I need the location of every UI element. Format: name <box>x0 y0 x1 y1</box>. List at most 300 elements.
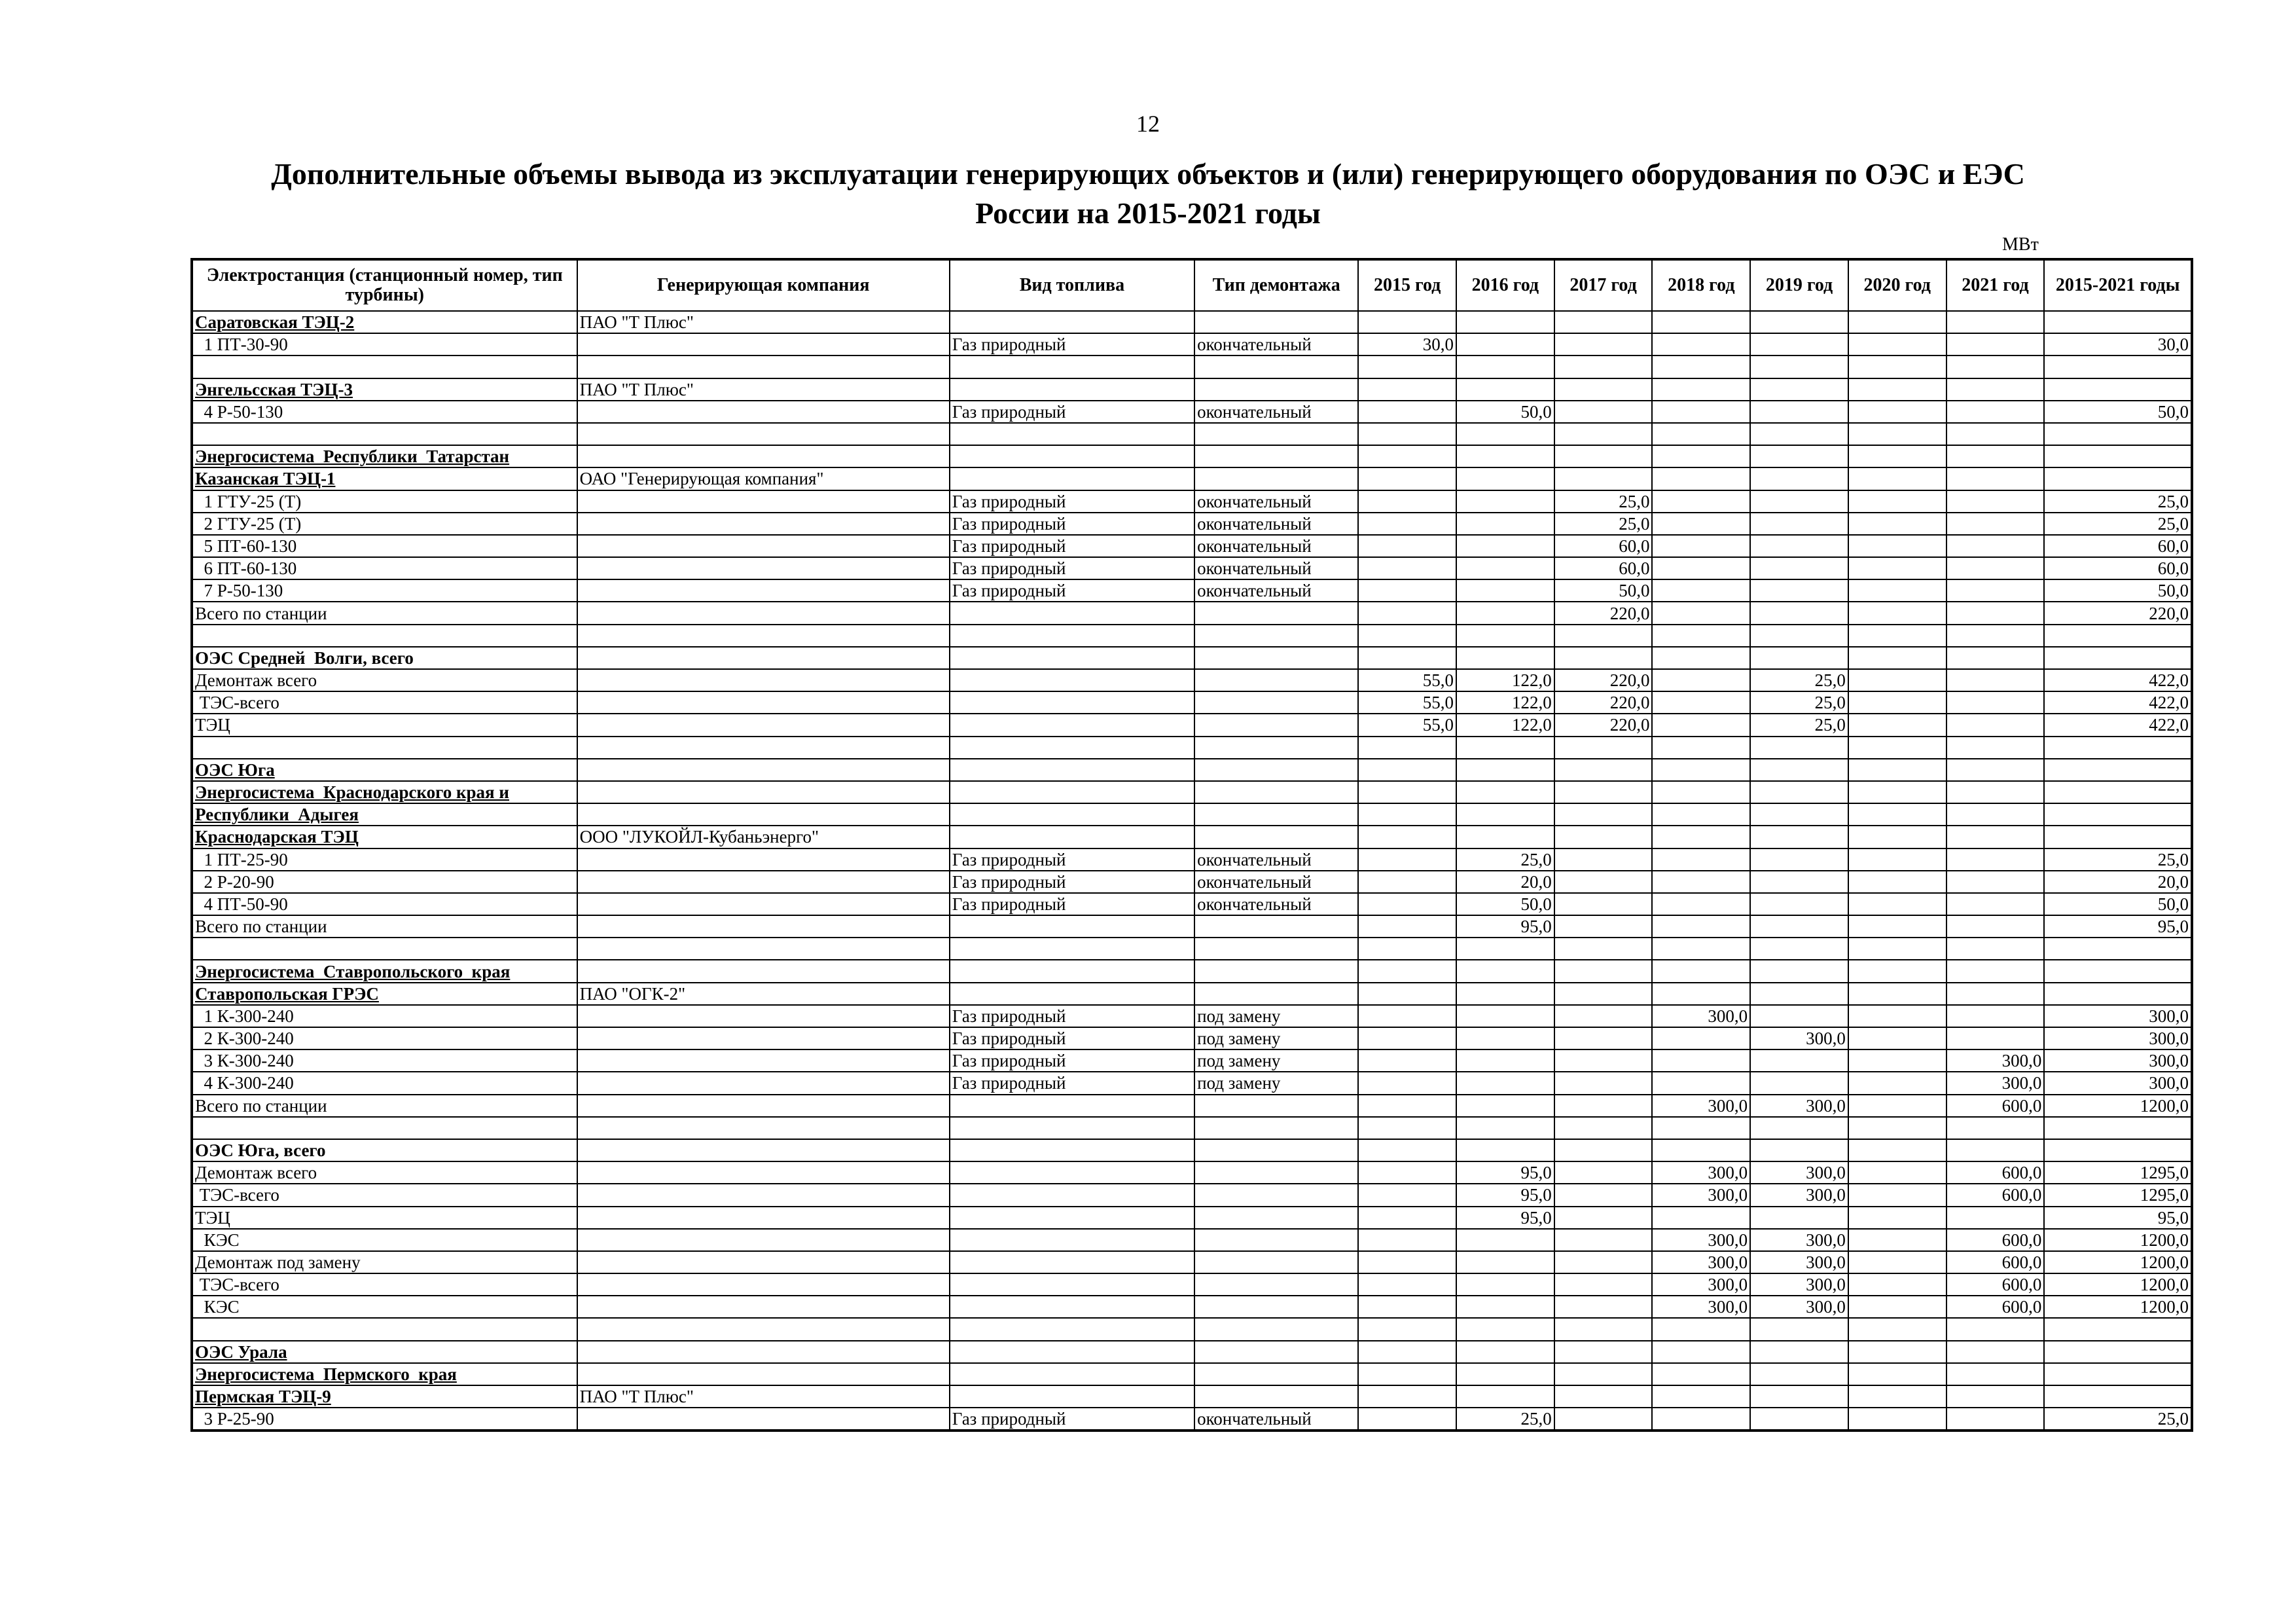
table-row <box>192 826 2192 848</box>
header-2018: 2018 год <box>1652 259 1750 311</box>
cell-y2016: 122,0 <box>1456 669 1554 691</box>
cell-y2020 <box>1848 311 1946 333</box>
cell-y2017 <box>1554 1027 1653 1049</box>
cell-y2016 <box>1456 938 1554 960</box>
cell-y2018 <box>1652 1027 1750 1049</box>
cell-y2017 <box>1554 893 1653 915</box>
cell-y2015 <box>1358 915 1456 938</box>
cell-y2015 <box>1358 401 1456 423</box>
cell-y2021 <box>1946 983 2045 1005</box>
table-row <box>192 490 2192 513</box>
cell-fuel <box>950 356 1194 378</box>
cell-dismantle-type: окончательный <box>1194 490 1358 513</box>
cell-y2019: 300,0 <box>1750 1161 1848 1184</box>
cell-y2021: 600,0 <box>1946 1184 2045 1206</box>
table-row <box>192 1049 2192 1072</box>
cell-station: Саратовская ТЭЦ-2 <box>192 311 577 333</box>
cell-station: 1 К-300-240 <box>192 1005 577 1027</box>
cell-total <box>2044 1341 2192 1363</box>
cell-company <box>577 356 950 378</box>
cell-company <box>577 1161 950 1184</box>
cell-y2019 <box>1750 1341 1848 1363</box>
cell-fuel: Газ природный <box>950 333 1194 356</box>
cell-y2015: 55,0 <box>1358 714 1456 736</box>
cell-y2019: 300,0 <box>1750 1296 1848 1318</box>
cell-y2015 <box>1358 1363 1456 1385</box>
cell-total <box>2044 356 2192 378</box>
cell-y2016 <box>1456 1027 1554 1049</box>
cell-station: ТЭС-всего <box>192 1184 577 1206</box>
cell-station: 4 ПТ-50-90 <box>192 893 577 915</box>
cell-y2017: 60,0 <box>1554 557 1653 579</box>
cell-y2019 <box>1750 1005 1848 1027</box>
header-2017: 2017 год <box>1554 259 1653 311</box>
table-row <box>192 625 2192 647</box>
table-row <box>192 378 2192 401</box>
cell-company <box>577 625 950 647</box>
table-row <box>192 311 2192 333</box>
cell-y2018 <box>1652 893 1750 915</box>
cell-y2017 <box>1554 445 1653 467</box>
cell-fuel <box>950 1184 1194 1206</box>
cell-company <box>577 893 950 915</box>
cell-y2016 <box>1456 356 1554 378</box>
cell-total: 50,0 <box>2044 893 2192 915</box>
cell-y2020 <box>1848 423 1946 445</box>
cell-y2020 <box>1848 691 1946 714</box>
cell-y2019 <box>1750 311 1848 333</box>
cell-fuel: Газ природный <box>950 1072 1194 1094</box>
cell-company <box>577 737 950 759</box>
table-row <box>192 1005 2192 1027</box>
cell-y2021: 600,0 <box>1946 1161 2045 1184</box>
cell-y2015 <box>1358 1005 1456 1027</box>
cell-y2020 <box>1848 848 1946 871</box>
cell-y2016 <box>1456 445 1554 467</box>
table-row <box>192 1363 2192 1385</box>
cell-station: ТЭЦ <box>192 714 577 736</box>
cell-y2017 <box>1554 1139 1653 1161</box>
cell-y2016 <box>1456 333 1554 356</box>
cell-station: 1 ПТ-30-90 <box>192 333 577 356</box>
cell-company <box>577 1095 950 1117</box>
cell-y2019 <box>1750 625 1848 647</box>
table-row <box>192 535 2192 557</box>
cell-y2019 <box>1750 401 1848 423</box>
cell-total: 95,0 <box>2044 915 2192 938</box>
cell-dismantle-type <box>1194 378 1358 401</box>
cell-total: 25,0 <box>2044 1408 2192 1431</box>
cell-y2019 <box>1750 893 1848 915</box>
cell-y2020 <box>1848 1363 1946 1385</box>
cell-station: Казанская ТЭЦ-1 <box>192 467 577 490</box>
cell-station <box>192 1318 577 1340</box>
cell-y2016 <box>1456 759 1554 781</box>
cell-total: 1200,0 <box>2044 1229 2192 1251</box>
cell-station: 6 ПТ-60-130 <box>192 557 577 579</box>
cell-y2021 <box>1946 378 2045 401</box>
cell-y2021 <box>1946 1341 2045 1363</box>
cell-company <box>577 1251 950 1273</box>
cell-y2020 <box>1848 1184 1946 1206</box>
cell-company <box>577 1207 950 1229</box>
cell-company <box>577 714 950 736</box>
cell-dismantle-type: окончательный <box>1194 871 1358 893</box>
cell-y2016 <box>1456 826 1554 848</box>
cell-y2020 <box>1848 1049 1946 1072</box>
cell-y2015 <box>1358 848 1456 871</box>
cell-station: 4 Р-50-130 <box>192 401 577 423</box>
cell-dismantle-type: окончательный <box>1194 333 1358 356</box>
cell-y2016: 95,0 <box>1456 1161 1554 1184</box>
cell-fuel <box>950 647 1194 669</box>
cell-fuel: Газ природный <box>950 513 1194 535</box>
cell-y2016 <box>1456 803 1554 826</box>
cell-company: ООО "ЛУКОЙЛ-Кубаньэнерго" <box>577 826 950 848</box>
cell-dismantle-type: окончательный <box>1194 1408 1358 1431</box>
cell-y2015 <box>1358 1207 1456 1229</box>
cell-y2019 <box>1750 1408 1848 1431</box>
cell-y2017: 25,0 <box>1554 490 1653 513</box>
cell-company <box>577 1229 950 1251</box>
cell-station: Энергосистема Краснодарского края и <box>192 781 577 803</box>
cell-fuel <box>950 826 1194 848</box>
cell-dismantle-type <box>1194 781 1358 803</box>
cell-total: 300,0 <box>2044 1049 2192 1072</box>
cell-y2019 <box>1750 1385 1848 1408</box>
cell-y2019 <box>1750 356 1848 378</box>
cell-station: 2 Р-20-90 <box>192 871 577 893</box>
cell-company <box>577 647 950 669</box>
cell-y2018 <box>1652 737 1750 759</box>
cell-y2015 <box>1358 826 1456 848</box>
cell-y2016: 20,0 <box>1456 871 1554 893</box>
cell-y2018: 300,0 <box>1652 1184 1750 1206</box>
cell-y2019 <box>1750 826 1848 848</box>
cell-y2021 <box>1946 602 2045 624</box>
cell-station: ТЭС-всего <box>192 691 577 714</box>
cell-y2017 <box>1554 467 1653 490</box>
cell-total <box>2044 938 2192 960</box>
cell-y2020 <box>1848 1117 1946 1139</box>
cell-company <box>577 938 950 960</box>
cell-y2018 <box>1652 579 1750 602</box>
cell-total <box>2044 737 2192 759</box>
cell-y2021 <box>1946 401 2045 423</box>
cell-total <box>2044 311 2192 333</box>
cell-y2018 <box>1652 356 1750 378</box>
header-company: Генерирующая компания <box>577 259 950 311</box>
cell-y2016 <box>1456 579 1554 602</box>
cell-y2016 <box>1456 1117 1554 1139</box>
cell-dismantle-type: окончательный <box>1194 401 1358 423</box>
cell-y2020 <box>1848 513 1946 535</box>
cell-total <box>2044 423 2192 445</box>
cell-y2021 <box>1946 1005 2045 1027</box>
cell-y2018 <box>1652 803 1750 826</box>
table-row <box>192 893 2192 915</box>
document-title <box>157 155 2139 233</box>
cell-y2015 <box>1358 579 1456 602</box>
cell-y2021 <box>1946 579 2045 602</box>
cell-company <box>577 803 950 826</box>
cell-y2018 <box>1652 915 1750 938</box>
cell-y2020 <box>1848 1251 1946 1273</box>
table-row <box>192 1229 2192 1251</box>
cell-y2020 <box>1848 647 1946 669</box>
cell-y2018: 300,0 <box>1652 1296 1750 1318</box>
cell-y2017 <box>1554 1117 1653 1139</box>
header-2015: 2015 год <box>1358 259 1456 311</box>
cell-fuel: Газ природный <box>950 1049 1194 1072</box>
table-row <box>192 1341 2192 1363</box>
cell-dismantle-type <box>1194 1385 1358 1408</box>
cell-y2021 <box>1946 445 2045 467</box>
cell-y2019 <box>1750 535 1848 557</box>
cell-y2017 <box>1554 1005 1653 1027</box>
decommissioning-table <box>190 258 2193 1432</box>
cell-y2019 <box>1750 781 1848 803</box>
cell-fuel <box>950 1251 1194 1273</box>
cell-y2021 <box>1946 759 2045 781</box>
cell-y2018 <box>1652 871 1750 893</box>
cell-total <box>2044 647 2192 669</box>
cell-y2018 <box>1652 647 1750 669</box>
cell-station: Демонтаж под замену <box>192 1251 577 1273</box>
cell-y2017: 25,0 <box>1554 513 1653 535</box>
cell-y2021 <box>1946 714 2045 736</box>
cell-y2017 <box>1554 1184 1653 1206</box>
cell-station: Всего по станции <box>192 602 577 624</box>
cell-y2015 <box>1358 1341 1456 1363</box>
table-row <box>192 356 2192 378</box>
cell-fuel <box>950 691 1194 714</box>
cell-y2016: 95,0 <box>1456 1184 1554 1206</box>
cell-y2016 <box>1456 311 1554 333</box>
table-header-row <box>192 259 2192 311</box>
cell-dismantle-type <box>1194 423 1358 445</box>
cell-y2015 <box>1358 647 1456 669</box>
cell-y2020 <box>1848 669 1946 691</box>
cell-y2019 <box>1750 647 1848 669</box>
cell-dismantle-type <box>1194 1251 1358 1273</box>
cell-y2017 <box>1554 1408 1653 1431</box>
cell-station: Краснодарская ТЭЦ <box>192 826 577 848</box>
cell-y2019 <box>1750 737 1848 759</box>
cell-y2020 <box>1848 737 1946 759</box>
cell-station: КЭС <box>192 1296 577 1318</box>
cell-y2020 <box>1848 378 1946 401</box>
cell-dismantle-type <box>1194 356 1358 378</box>
cell-y2018 <box>1652 669 1750 691</box>
cell-y2017 <box>1554 1318 1653 1340</box>
cell-company <box>577 915 950 938</box>
cell-y2021 <box>1946 1318 2045 1340</box>
cell-total <box>2044 983 2192 1005</box>
cell-y2015 <box>1358 1049 1456 1072</box>
cell-dismantle-type <box>1194 625 1358 647</box>
table-row <box>192 513 2192 535</box>
cell-total <box>2044 1117 2192 1139</box>
cell-y2015 <box>1358 1117 1456 1139</box>
cell-y2018 <box>1652 714 1750 736</box>
cell-dismantle-type <box>1194 737 1358 759</box>
cell-company <box>577 557 950 579</box>
table-row <box>192 983 2192 1005</box>
cell-y2019 <box>1750 557 1848 579</box>
cell-y2018: 300,0 <box>1652 1229 1750 1251</box>
cell-total: 50,0 <box>2044 401 2192 423</box>
cell-y2016 <box>1456 1341 1554 1363</box>
cell-fuel <box>950 983 1194 1005</box>
table-row <box>192 1385 2192 1408</box>
cell-company <box>577 1318 950 1340</box>
header-fuel: Вид топлива <box>950 259 1194 311</box>
cell-y2020 <box>1848 915 1946 938</box>
cell-y2018 <box>1652 1363 1750 1385</box>
cell-y2017 <box>1554 1273 1653 1296</box>
cell-dismantle-type <box>1194 1184 1358 1206</box>
cell-total: 60,0 <box>2044 535 2192 557</box>
cell-y2020 <box>1848 535 1946 557</box>
cell-total: 25,0 <box>2044 513 2192 535</box>
cell-y2017 <box>1554 625 1653 647</box>
cell-y2018 <box>1652 1117 1750 1139</box>
cell-y2016 <box>1456 647 1554 669</box>
cell-fuel: Газ природный <box>950 579 1194 602</box>
cell-company <box>577 1341 950 1363</box>
cell-y2017 <box>1554 960 1653 982</box>
table-row <box>192 647 2192 669</box>
cell-dismantle-type <box>1194 311 1358 333</box>
cell-total <box>2044 826 2192 848</box>
table-row <box>192 423 2192 445</box>
cell-dismantle-type <box>1194 714 1358 736</box>
cell-dismantle-type: под замену <box>1194 1027 1358 1049</box>
cell-fuel <box>950 714 1194 736</box>
cell-station: ОЭС Урала <box>192 1341 577 1363</box>
cell-company <box>577 1072 950 1094</box>
table-row <box>192 714 2192 736</box>
cell-y2019 <box>1750 759 1848 781</box>
cell-company <box>577 1049 950 1072</box>
cell-station: 5 ПТ-60-130 <box>192 535 577 557</box>
cell-y2019: 300,0 <box>1750 1229 1848 1251</box>
cell-fuel: Газ природный <box>950 490 1194 513</box>
cell-y2015 <box>1358 1229 1456 1251</box>
cell-dismantle-type <box>1194 467 1358 490</box>
cell-fuel <box>950 1139 1194 1161</box>
cell-station: КЭС <box>192 1229 577 1251</box>
cell-station <box>192 737 577 759</box>
table-row <box>192 1273 2192 1296</box>
cell-y2018 <box>1652 1385 1750 1408</box>
cell-y2020 <box>1848 803 1946 826</box>
header-2021: 2021 год <box>1946 259 2045 311</box>
cell-y2017 <box>1554 311 1653 333</box>
cell-company <box>577 871 950 893</box>
cell-y2020 <box>1848 401 1946 423</box>
cell-fuel: Газ природный <box>950 1408 1194 1431</box>
cell-company <box>577 423 950 445</box>
cell-y2015 <box>1358 1385 1456 1408</box>
cell-dismantle-type <box>1194 647 1358 669</box>
cell-total: 300,0 <box>2044 1005 2192 1027</box>
cell-y2017 <box>1554 1207 1653 1229</box>
cell-total: 60,0 <box>2044 557 2192 579</box>
cell-y2016 <box>1456 737 1554 759</box>
cell-company <box>577 1296 950 1318</box>
cell-y2017 <box>1554 378 1653 401</box>
cell-fuel <box>950 467 1194 490</box>
cell-fuel <box>950 938 1194 960</box>
cell-y2015 <box>1358 983 1456 1005</box>
table-row <box>192 1408 2192 1431</box>
cell-station: Демонтаж всего <box>192 669 577 691</box>
cell-y2015 <box>1358 893 1456 915</box>
cell-station: Пермская ТЭЦ-9 <box>192 1385 577 1408</box>
cell-y2016 <box>1456 378 1554 401</box>
cell-y2020 <box>1848 826 1946 848</box>
cell-y2020 <box>1848 893 1946 915</box>
cell-total <box>2044 1318 2192 1340</box>
cell-y2016 <box>1456 983 1554 1005</box>
cell-y2016: 95,0 <box>1456 1207 1554 1229</box>
table-row <box>192 848 2192 871</box>
cell-y2020 <box>1848 1229 1946 1251</box>
cell-dismantle-type <box>1194 915 1358 938</box>
cell-y2015 <box>1358 356 1456 378</box>
cell-y2020 <box>1848 1095 1946 1117</box>
cell-station: Республики Адыгея <box>192 803 577 826</box>
table-body <box>192 311 2192 1431</box>
table-row <box>192 1161 2192 1184</box>
cell-y2018 <box>1652 848 1750 871</box>
cell-total: 1200,0 <box>2044 1251 2192 1273</box>
cell-y2021 <box>1946 669 2045 691</box>
cell-fuel <box>950 803 1194 826</box>
cell-station: Энергосистема Пермского края <box>192 1363 577 1385</box>
cell-station: Всего по станции <box>192 1095 577 1117</box>
cell-company <box>577 1273 950 1296</box>
cell-company <box>577 759 950 781</box>
cell-y2019 <box>1750 513 1848 535</box>
cell-y2017 <box>1554 1363 1653 1385</box>
cell-y2019: 300,0 <box>1750 1184 1848 1206</box>
cell-total: 1200,0 <box>2044 1296 2192 1318</box>
cell-y2020 <box>1848 625 1946 647</box>
cell-dismantle-type <box>1194 803 1358 826</box>
cell-total: 1200,0 <box>2044 1273 2192 1296</box>
cell-y2019 <box>1750 602 1848 624</box>
cell-y2015 <box>1358 535 1456 557</box>
cell-total: 300,0 <box>2044 1027 2192 1049</box>
cell-y2019 <box>1750 848 1848 871</box>
cell-station: Всего по станции <box>192 915 577 938</box>
table-row <box>192 938 2192 960</box>
cell-y2020 <box>1848 333 1946 356</box>
cell-y2021 <box>1946 1139 2045 1161</box>
cell-y2017 <box>1554 938 1653 960</box>
cell-y2019 <box>1750 1139 1848 1161</box>
cell-y2017 <box>1554 781 1653 803</box>
cell-y2019: 300,0 <box>1750 1273 1848 1296</box>
cell-dismantle-type: под замену <box>1194 1005 1358 1027</box>
cell-y2016 <box>1456 1005 1554 1027</box>
cell-y2015 <box>1358 513 1456 535</box>
cell-y2021 <box>1946 1117 2045 1139</box>
cell-station: 2 К-300-240 <box>192 1027 577 1049</box>
